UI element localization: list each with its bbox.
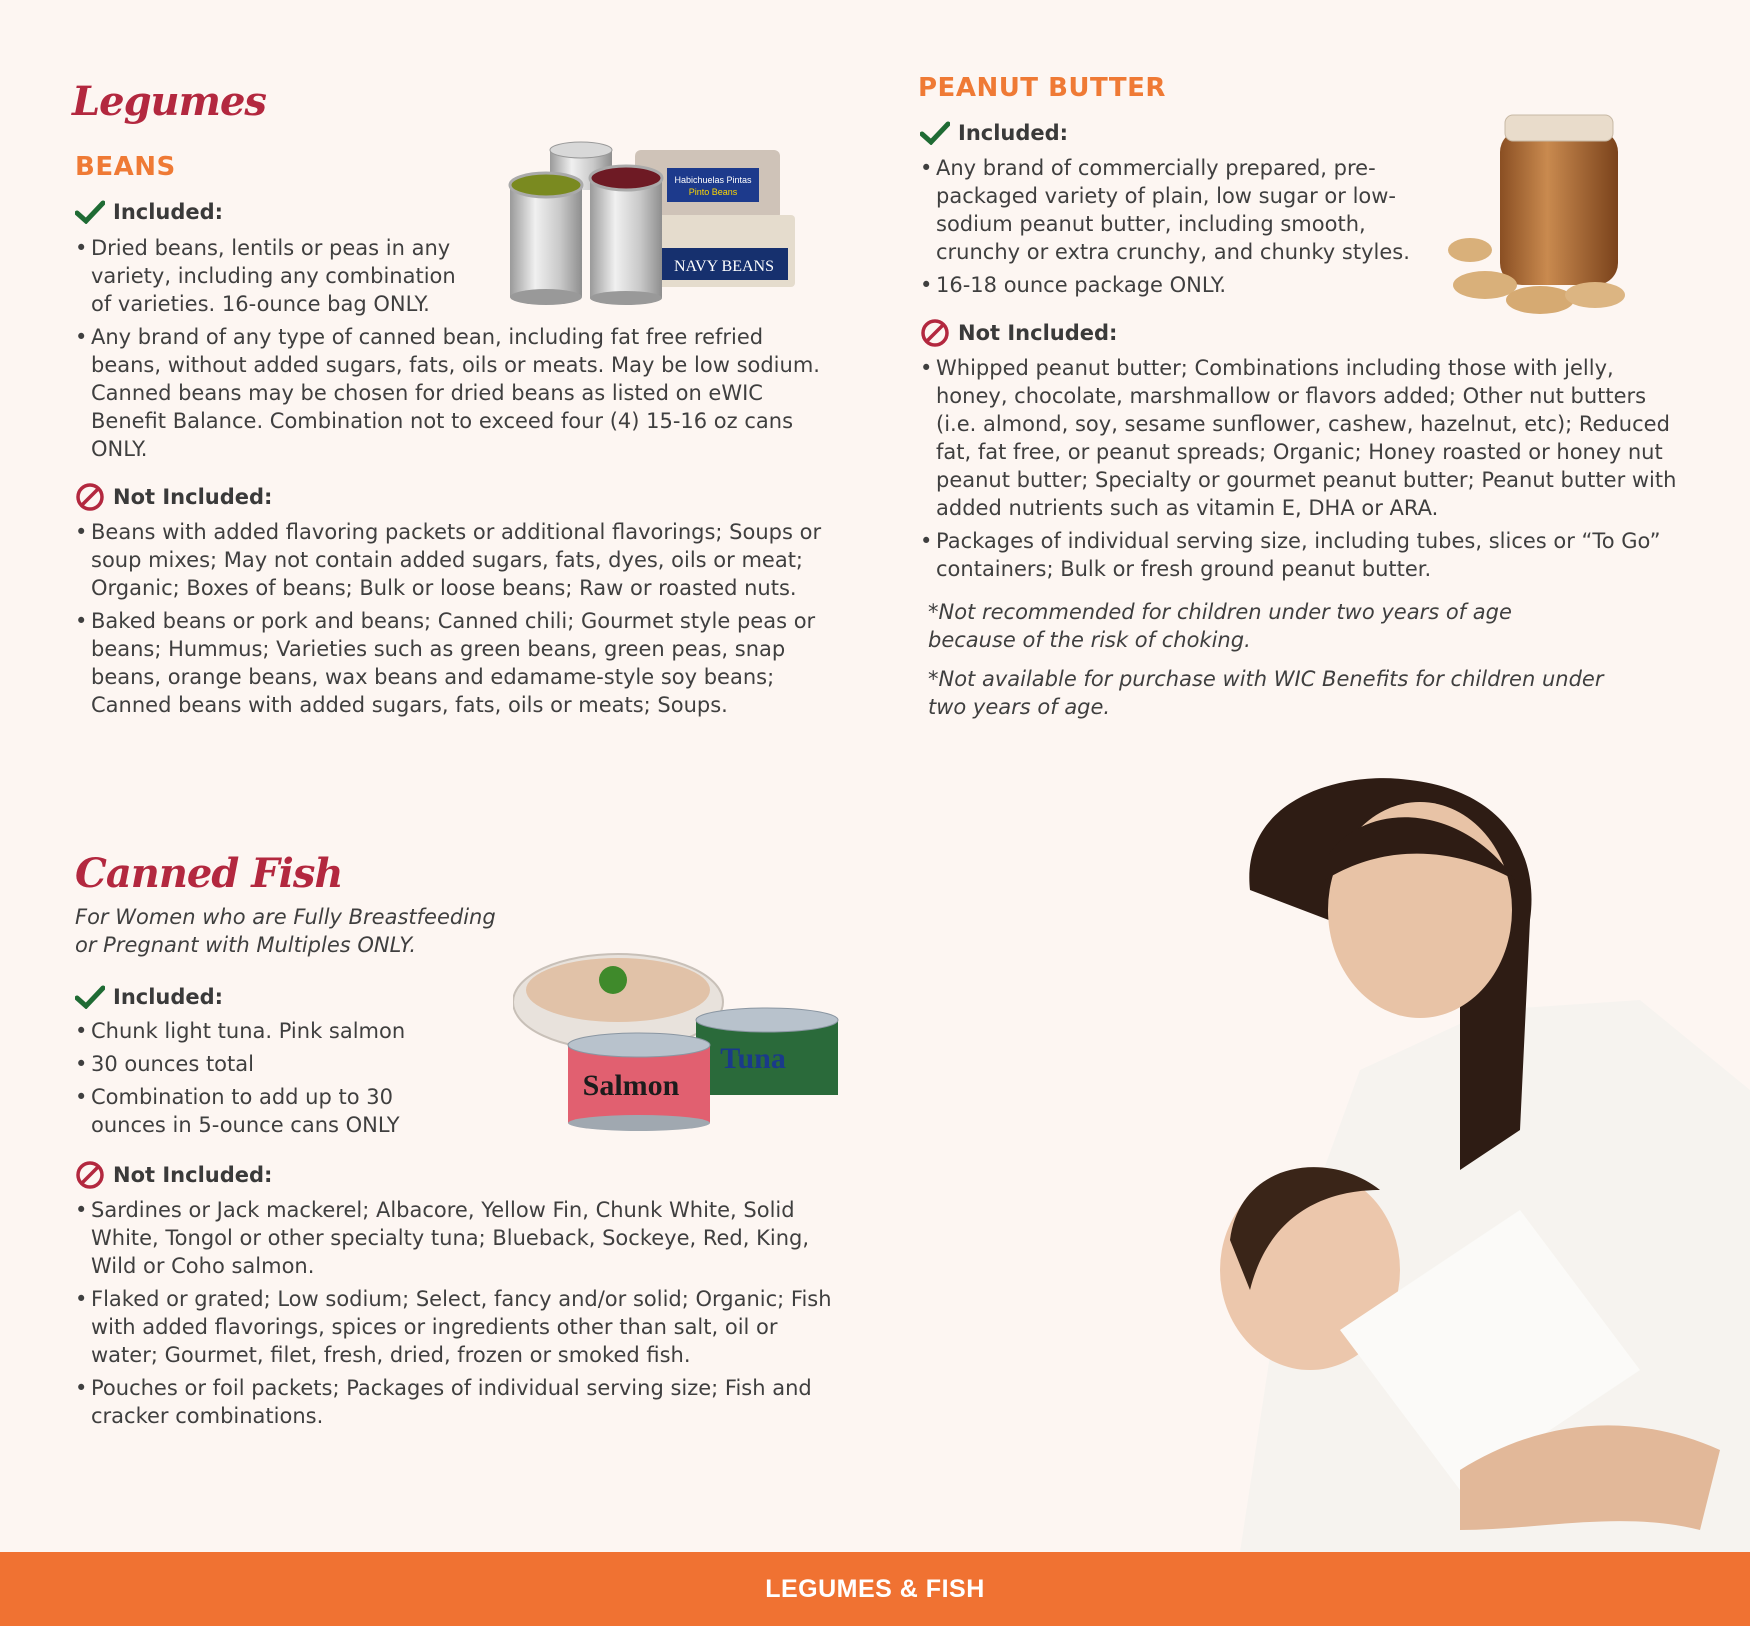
beans-not-included-label: Not Included: (75, 482, 272, 512)
beans-included-list-2 (75, 323, 825, 468)
pb-not-included-list (920, 354, 1680, 588)
salmon-can-label: Salmon (582, 1069, 680, 1102)
fish-not-included-label: Not Included: (75, 1160, 272, 1190)
peanut-butter-image (1445, 110, 1645, 325)
canned-fish-title: Canned Fish (75, 850, 343, 897)
fish-not-included-list (75, 1196, 845, 1435)
beans-heading: BEANS (75, 152, 176, 182)
beans-included-label: Included: (75, 200, 223, 224)
pinto-label-text-2: Pinto Beans (688, 187, 738, 197)
tuna-can-label: Tuna (720, 1042, 786, 1075)
navy-label-text: NAVY BEANS (673, 258, 775, 275)
jar-lid (1505, 115, 1613, 141)
list-item: • Whipped peanut butter; Combinations including those with jelly, honey, chocolate, marshmallow or flavors added; Other nut butters (i.e. almond, soy, sesame sunflower, cashew, hazelnut, etc); Reduced fat, fat free, or peanut spreads; Organic; Honey roasted or honey nut peanut butter; Specialty or gourmet peanut butter; Peanut butter with added nutrients such as vitamin E, DHA or ARA. (920, 354, 1680, 522)
list-item: • 30 ounces total (75, 1050, 435, 1078)
list-item: • Beans with added flavoring packets or additional flavorings; Soups or soup mixes; May not contain added sugars, fats, dyes, oils or meat; Organic; Boxes of beans; Bulk or loose beans; Raw or roasted nuts. (75, 518, 835, 602)
list-item: • Packages of individual serving size, including tubes, slices or “To Go” containers; Bulk or fresh ground peanut butter. (920, 527, 1680, 583)
parsley (599, 966, 627, 994)
fish-included-label: Included: (75, 985, 223, 1009)
prohibited-icon (920, 318, 950, 348)
mother-baby-photo (1160, 770, 1750, 1552)
beans-image (505, 140, 795, 305)
check-icon (75, 985, 105, 1009)
kidney-can (590, 178, 662, 298)
pb-note-choking: *Not recommended for children under two years of age because of the risk of choking. (928, 600, 1512, 652)
footer-label: LEGUMES & FISH (765, 1574, 985, 1603)
list-item: • Chunk light tuna. Pink salmon (75, 1017, 435, 1045)
peanut (1448, 238, 1492, 262)
peanut-butter-heading: PEANUT BUTTER (918, 73, 1166, 103)
list-item: • Combination to add up to 30 ounces in 5-ounce cans ONLY (75, 1083, 435, 1139)
peanut (1565, 282, 1625, 308)
canned-fish-image (513, 950, 843, 1140)
prohibited-icon (75, 1160, 105, 1190)
jar (1500, 130, 1618, 285)
list-item: • Any brand of any type of canned bean, including fat free refried beans, without added sugars, fats, oils or meats. May be low sodium. Canned beans may be chosen for dried beans as listed on eWIC Benefit Balance. Combination not to exceed four (4) 15-16 oz cans ONLY. (75, 323, 825, 463)
peas (510, 173, 582, 197)
fish-included-list (75, 1017, 435, 1144)
list-item: • Sardines or Jack mackerel; Albacore, Yellow Fin, Chunk White, Solid White, Tongol or other specialty tuna; Blueback, Sockeye, Red, King, Wild or Coho salmon. (75, 1196, 845, 1280)
prohibited-icon (75, 482, 105, 512)
canned-fish-subtitle-line-1: For Women who are Fully Breastfeeding (75, 905, 496, 929)
list-item: • Dried beans, lentils or peas in any variety, including any combination of varieties. 16-ounce bag ONLY. (75, 234, 475, 318)
peanut (1506, 286, 1574, 314)
check-icon (75, 200, 105, 224)
list-item: • Pouches or foil packets; Packages of individual serving size; Fish and cracker combinations. (75, 1374, 845, 1430)
list-item: • Any brand of commercially prepared, pre-packaged variety of plain, low sugar or low-sodium peanut butter, including smooth, crunchy or extra crunchy, and chunky styles. (920, 154, 1430, 266)
beans-not-included-list (75, 518, 835, 724)
legumes-title: Legumes (72, 78, 266, 125)
pea-can (510, 185, 582, 297)
canned-fish-subtitle-line-2: or Pregnant with Multiples ONLY. (75, 933, 417, 957)
list-item: • Baked beans or pork and beans; Canned chili; Gourmet style peas or beans; Hummus; Varieties such as green beans, green peas, snap beans, orange beans, wax beans and edamame-style soy beans; Canned beans with added sugars, fats, oils or meats; Soups. (75, 607, 835, 719)
pb-not-included-label: Not Included: (920, 318, 1117, 348)
check-icon (920, 121, 950, 145)
kidney-beans (590, 166, 662, 190)
pb-note-benefits: *Not available for purchase with WIC Benefits for children under two years of age. (928, 667, 1604, 719)
list-item: • Flaked or grated; Low sodium; Select, fancy and/or solid; Organic; Fish with added flavorings, spices or ingredients other than salt, oil or water; Gourmet, filet, fresh, dried, frozen or smoked fish. (75, 1285, 845, 1369)
pinto-label-text: Habichuelas Pintas (674, 175, 752, 185)
pb-included-label: Included: (920, 121, 1068, 145)
footer-bar (0, 1552, 1750, 1626)
peanut (1453, 271, 1517, 299)
list-item: • 16-18 ounce package ONLY. (920, 271, 1430, 299)
beans-included-list (75, 234, 475, 323)
pb-included-list (920, 154, 1430, 304)
